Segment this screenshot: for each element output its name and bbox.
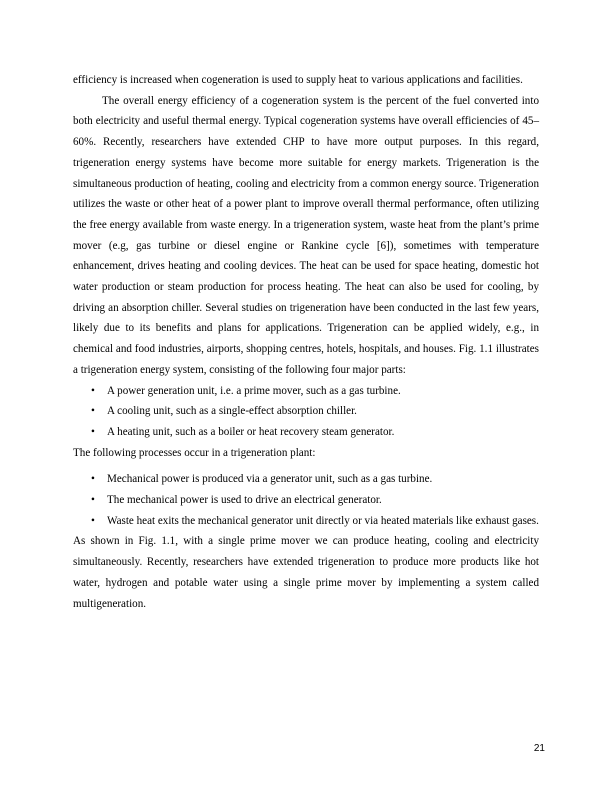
list-item-text: A power generation unit, i.e. a prime mover, such as a gas turbine.	[107, 384, 401, 397]
bullet-icon: •	[91, 425, 95, 438]
bullet-icon: •	[91, 494, 95, 507]
list-item-text: Waste heat exits the mechanical generator unit directly or via heated materials like exhaust gases.	[107, 514, 539, 527]
page-number: 21	[533, 743, 545, 754]
list-item-text: A cooling unit, such as a single-effect absorption chiller.	[107, 405, 357, 418]
processes-list	[73, 469, 539, 531]
paragraph-processes-intro: The following processes occur in a trigeneration plant:	[73, 446, 316, 459]
list-item	[73, 469, 539, 490]
list-item	[73, 422, 539, 443]
list-item	[73, 401, 539, 422]
list-item	[73, 490, 539, 511]
list-item-text: Mechanical power is produced via a generator unit, such as a gas turbine.	[107, 473, 433, 486]
bullet-icon: •	[91, 405, 95, 418]
list-item	[73, 511, 539, 532]
paragraph-multigeneration: As shown in Fig. 1.1, with a single prime mover we can produce heating, cooling and electricity simultaneously. Recently, researchers have extended trigeneration to produce more products like hot water, hydrogen and potable water using a single prime mover by implementing a system called multigeneration.	[73, 535, 539, 610]
list-item-text: A heating unit, such as a boiler or heat recovery steam generator.	[107, 425, 395, 438]
list-item-text: The mechanical power is used to drive an electrical generator.	[107, 494, 382, 507]
major-parts-list	[73, 381, 539, 443]
bullet-icon: •	[91, 384, 95, 397]
body-text	[73, 70, 539, 614]
bullet-icon: •	[91, 473, 95, 486]
paragraph-trigeneration-intro: The overall energy efficiency of a cogeneration system is the percent of the fuel converted into both electricity and useful thermal energy. Typical cogeneration systems have overall efficiencies of 45–60%. Recently, researchers have extended CHP to have more output purposes. In this regard, trigeneration energy systems have become more suitable for energy markets. Trigeneration is the simultaneous production of heating, cooling and electricity from a common energy source. Trigeneration utilizes the waste or other heat of a power plant to improve overall thermal performance, often utilizing the free energy available from waste energy. In a trigeneration system, waste heat from the plant’s prime mover (e.g, gas turbine or diesel engine or Rankine cycle [6]), sometimes with temperature enhancement, drives heating and cooling devices. The heat can be used for space heating, domestic hot water production or steam production for process heating. The heat can also be used for cooling, by driving an absorption chiller. Several studies on trigeneration have been conducted in the last few years, likely due to its benefits and plans for applications. Trigeneration can be applied widely, e.g., in chemical and food industries, airports, shopping centres, hotels, hospitals, and houses. Fig. 1.1 illustrates a trigeneration energy system, consisting of the following four major parts:	[73, 94, 539, 376]
list-item	[73, 381, 539, 402]
paragraph-continuation: efficiency is increased when cogeneration is used to supply heat to various applications and facilities.	[73, 74, 523, 86]
bullet-icon: •	[91, 514, 95, 527]
